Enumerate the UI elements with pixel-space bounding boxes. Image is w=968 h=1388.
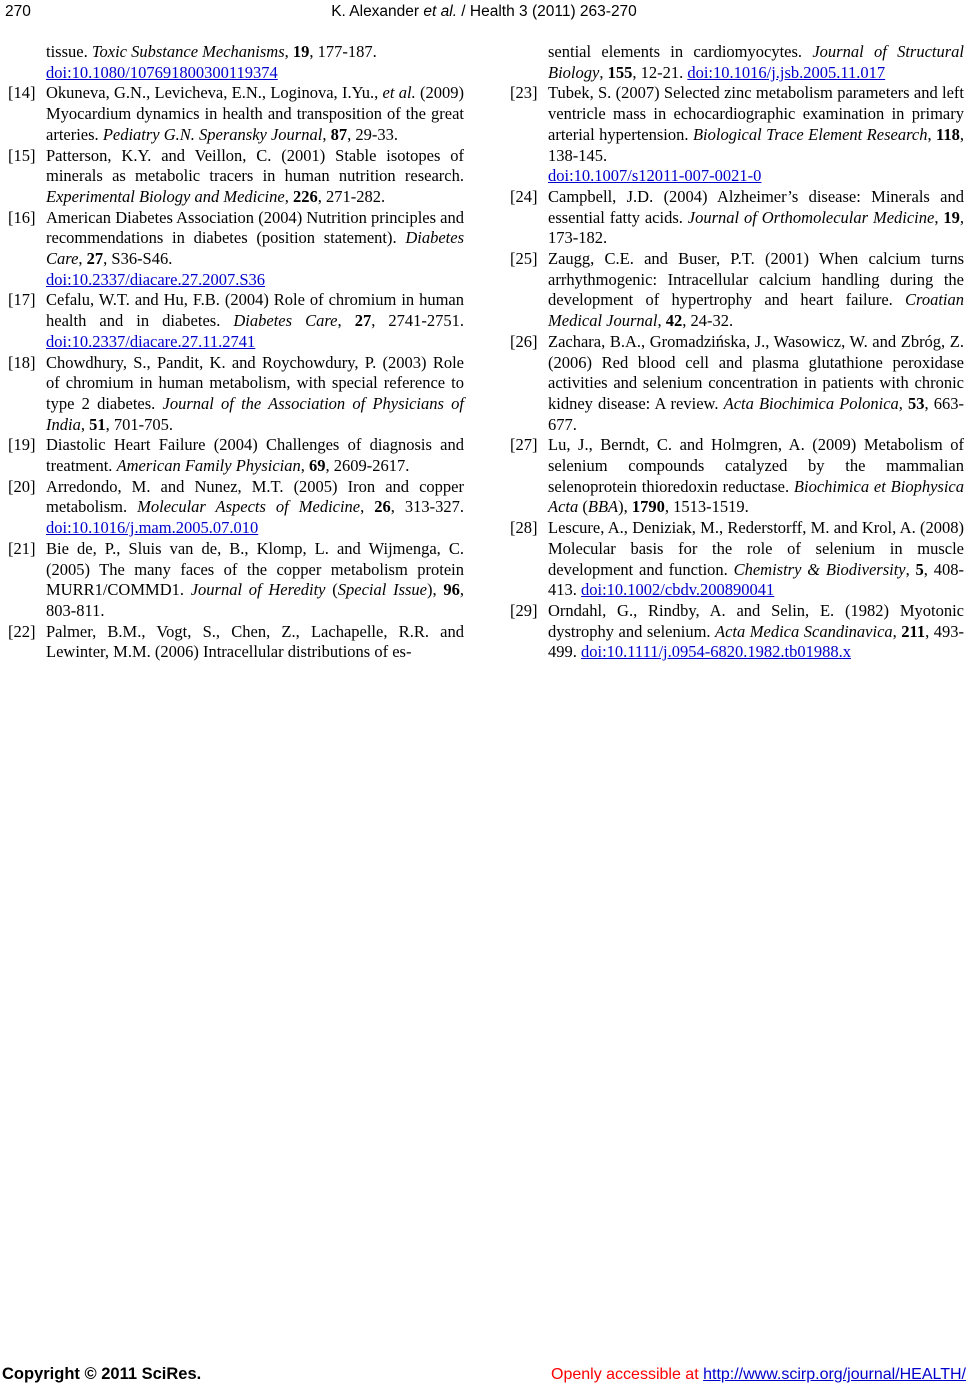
copyright-text: Copyright © 2011 SciRes. <box>2 1365 202 1383</box>
text-segment: 19 <box>943 207 960 227</box>
text-segment: Lu, J., Berndt, C. and Holmgren, A. (2009) Metabolism of selenium compounds catalyzed by the mammalian selenoprotein thioredoxin reductase. <box>548 435 964 496</box>
text-segment: , <box>892 621 902 641</box>
text-segment: Tubek, S. (2007) Selected zinc metabolism parameters and left ventricle mass in echocardiographic examination in primary arterial hypertension. <box>548 83 964 144</box>
reference-text <box>46 435 464 476</box>
text-segment: 96 <box>443 580 460 600</box>
reference-item <box>510 435 964 518</box>
text-segment: , 2741-2751. <box>371 311 464 331</box>
text-segment: Journal of Orthomolecular Medicine <box>687 207 935 227</box>
text-segment: Diastolic Heart Failure (2004) Challenges of diagnosis and treatment. <box>46 435 464 476</box>
reference-item <box>510 518 964 601</box>
reference-label: [19] <box>8 435 36 455</box>
text-segment: , <box>360 497 375 517</box>
running-title <box>5 2 963 21</box>
text-segment: ), <box>618 497 632 517</box>
doi-link[interactable]: doi:10.2337/diacare.27.11.2741 <box>46 331 256 351</box>
text-segment: , 24-32. <box>682 311 734 331</box>
reference-text <box>46 622 464 663</box>
reference-text <box>548 42 964 83</box>
reference-continuation <box>510 42 964 83</box>
reference-item <box>8 208 464 291</box>
text-segment: Experimental Biology and Medicine <box>46 186 285 206</box>
text-segment: sential elements in cardiomyocytes. <box>548 42 813 61</box>
references-column-left <box>8 42 464 663</box>
reference-text <box>46 539 464 622</box>
reference-item <box>510 83 964 187</box>
reference-text <box>548 187 964 249</box>
reference-item <box>8 83 464 145</box>
text-segment: ), <box>427 580 444 600</box>
text-segment: 27 <box>354 311 372 331</box>
text-segment: Biological Trace Element Research <box>692 124 928 144</box>
text-segment: Patterson, K.Y. and Veillon, C. (2001) Stable isotopes of minerals as metabolic tracers in human nutrition research. <box>46 145 464 186</box>
reference-label: [16] <box>8 207 36 227</box>
text-segment: , <box>337 311 355 331</box>
text-segment: 87 <box>330 124 348 144</box>
reference-text <box>46 208 464 291</box>
reference-item <box>510 601 964 663</box>
doi-link[interactable]: doi:10.1080/107691800300119374 <box>46 62 278 82</box>
text-segment: 5 <box>915 559 924 579</box>
reference-text <box>46 42 464 83</box>
text-segment: , S36-S46. <box>103 249 173 269</box>
reference-text <box>46 83 464 145</box>
doi-link[interactable]: doi:10.2337/diacare.27.2007.S36 <box>46 269 266 289</box>
text-segment: , 138-145. <box>548 124 965 165</box>
text-segment: Okuneva, G.N., Levicheva, E.N., Loginova, I.Yu., <box>46 83 383 103</box>
text-segment: Arredondo, M. and Nunez, M.T. (2005) Iron and copper metabolism. <box>46 476 464 517</box>
text-segment: et al. <box>382 83 416 103</box>
text-segment: , 701-705. <box>105 414 173 434</box>
text-segment: , <box>78 249 87 269</box>
reference-item <box>510 187 964 249</box>
reference-text <box>46 477 464 539</box>
text-segment: , 313-327. <box>390 497 464 517</box>
text-segment: 53 <box>908 393 925 413</box>
reference-label: [29] <box>510 600 538 620</box>
text-segment: 211 <box>901 621 926 641</box>
text-segment: , <box>80 414 90 434</box>
text-segment: , <box>898 393 909 413</box>
reference-label: [25] <box>510 249 538 269</box>
text-segment: Pediatry G.N. Speransky Journal <box>102 124 323 144</box>
text-segment: 27 <box>86 249 104 269</box>
text-segment: , <box>905 559 916 579</box>
reference-label: [27] <box>510 435 538 455</box>
reference-text <box>46 146 464 208</box>
text-segment: BBA <box>587 497 619 517</box>
text-segment: , <box>322 124 331 144</box>
text-segment: , 271-282. <box>317 186 386 206</box>
text-segment: / Health 3 (2011) 263-270 <box>457 3 637 20</box>
text-segment: Zachara, B.A., Gromadzińska, J., Wasowicz, W. and Zbróg, Z. (2006) Red blood cell and plasma glutathione peroxidase activities and selenium concentration in patients with chronic kidney disease: A review. <box>548 331 964 413</box>
page-number: 270 <box>5 3 31 20</box>
text-segment: , <box>300 456 310 476</box>
access-note <box>551 1365 966 1385</box>
reference-text <box>548 601 964 663</box>
references-column-right <box>510 42 964 663</box>
text-segment: Diabetes Care <box>46 228 464 269</box>
text-segment: Chowdhury, S., Pandit, K. and Roychowdury, P. (2003) Role of chromium in human metabolism, with special reference to type 2 diabetes. <box>46 352 464 413</box>
text-segment: (2009) Myocardium dynamics in health and transposition of the great arteries. <box>46 83 464 144</box>
text-segment: 118 <box>936 124 960 144</box>
text-segment: , 408-413. <box>548 559 964 600</box>
text-segment: , 493-499. <box>548 621 964 662</box>
text-segment: Journal of Structural Biology <box>548 42 964 82</box>
text-segment: Campbell, J.D. (2004) Alzheimer’s disease: Minerals and essential fatty acids. <box>548 186 964 227</box>
reference-item <box>8 353 464 436</box>
reference-text <box>46 353 464 436</box>
reference-item <box>8 539 464 622</box>
access-label: Openly accessible at <box>551 1366 704 1383</box>
text-segment: tissue. <box>46 42 92 61</box>
text-segment: , 663-677. <box>548 393 964 434</box>
text-segment: 42 <box>665 311 683 331</box>
text-segment: , 803-811. <box>46 580 464 620</box>
page-footer <box>2 1364 966 1385</box>
text-segment: Zaugg, C.E. and Buser, P.T. (2001) When calcium turns arrhythmogenic: Intracellular calcium handling during the development of hypertrophy and heart failure. <box>548 249 964 310</box>
text-segment: Journal of Heredity <box>190 580 326 600</box>
text-segment: American Diabetes Association (2004) Nutrition principles and recommendations in diabetes (position statement). <box>46 207 464 248</box>
text-segment: Lescure, A., Deniziak, M., Rederstorff, M. and Krol, A. (2008) Molecular basis for the role of selenium in muscle development and function. <box>548 518 964 579</box>
doi-link[interactable]: doi:10.1007/s12011-007-0021-0 <box>548 166 762 186</box>
reference-item <box>8 622 464 663</box>
text-segment: Diabetes Care <box>233 311 338 331</box>
text-segment: Molecular Aspects of Medicine <box>137 497 361 517</box>
doi-link[interactable]: doi:10.1002/cbdv.200890041 <box>581 580 775 600</box>
text-segment: Bie de, P., Sluis van de, B., Klomp, L. and Wijmenga, C. (2005) The many faces of the copper metabolism protein MURR1/COMMD1. <box>46 538 464 600</box>
text-segment: , <box>657 311 666 331</box>
reference-label: [18] <box>8 352 36 372</box>
text-segment: Biochimica et Biophysica Acta <box>548 476 964 517</box>
text-segment: , 173-182. <box>548 207 964 248</box>
reference-text <box>548 332 964 436</box>
text-segment: ( <box>578 497 588 517</box>
reference-label: [28] <box>510 518 538 538</box>
text-segment: 19 <box>292 42 310 61</box>
reference-item <box>8 477 464 539</box>
text-segment: , <box>284 42 293 61</box>
text-segment: , <box>599 62 608 82</box>
reference-text <box>548 518 964 601</box>
references-section <box>8 42 964 663</box>
text-segment: Journal of the Association of Physicians of India <box>46 393 464 434</box>
reference-item <box>510 332 964 436</box>
text-segment: et al. <box>423 3 457 20</box>
text-segment: K. Alexander <box>331 3 424 20</box>
text-segment: ( <box>325 580 338 600</box>
reference-item <box>8 435 464 476</box>
reference-label: [26] <box>510 331 538 351</box>
reference-label: [21] <box>8 538 36 558</box>
reference-label: [15] <box>8 145 36 165</box>
reference-text <box>548 83 964 187</box>
text-segment: 226 <box>292 186 318 206</box>
journal-link[interactable]: http://www.scirp.org/journal/HEALTH/ <box>703 1366 966 1383</box>
text-segment: Orndahl, G., Rindby, A. and Selin, E. (1982) Myotonic dystrophy and selenium. <box>548 600 964 641</box>
reference-label: [17] <box>8 290 36 310</box>
text-segment: Cefalu, W.T. and Hu, F.B. (2004) Role of chromium in human health and in diabetes. <box>46 290 464 331</box>
text-segment: , 177-187. <box>309 42 377 61</box>
reference-label: [22] <box>8 621 36 641</box>
text-segment: , <box>927 124 937 144</box>
reference-label: [23] <box>510 83 538 103</box>
text-segment: 51 <box>89 414 106 434</box>
text-segment: 26 <box>374 497 391 517</box>
text-segment: , 12-21. <box>632 62 688 82</box>
text-segment: Croatian Medical Journal <box>548 290 964 331</box>
text-segment: American Family Physician <box>116 456 301 476</box>
reference-text <box>548 435 964 518</box>
text-segment: , 1513-1519. <box>664 497 749 517</box>
doi-link[interactable]: doi:10.1016/j.mam.2005.07.010 <box>46 518 259 538</box>
reference-label: [14] <box>8 83 36 103</box>
text-segment: Acta Biochimica Polonica <box>723 393 899 413</box>
text-segment: 1790 <box>631 497 665 517</box>
text-segment: , 2609-2617. <box>325 456 410 476</box>
reference-label: [24] <box>510 186 538 206</box>
page-header <box>5 2 963 21</box>
reference-continuation <box>8 42 464 83</box>
reference-label: [20] <box>8 476 36 496</box>
reference-item <box>8 146 464 208</box>
reference-item <box>8 290 464 352</box>
doi-link[interactable]: doi:10.1111/j.0954-6820.1982.tb01988.x <box>581 642 851 662</box>
reference-item <box>510 249 964 332</box>
text-segment: , 29-33. <box>347 124 398 144</box>
text-segment: , <box>284 186 293 206</box>
text-segment: Special Issue <box>337 580 427 600</box>
text-segment: 69 <box>309 456 326 476</box>
reference-text <box>46 290 464 352</box>
text-segment: Palmer, B.M., Vogt, S., Chen, Z., Lachapelle, R.R. and Lewinter, M.M. (2006) Intracellular distributions of es- <box>46 621 464 662</box>
doi-link[interactable]: doi:10.1016/j.jsb.2005.11.017 <box>687 62 886 82</box>
text-segment: Chemistry & Biodiversity <box>733 559 906 579</box>
text-segment: Toxic Substance Mechanisms <box>91 42 285 61</box>
text-segment: , <box>934 207 944 227</box>
reference-text <box>548 249 964 332</box>
text-segment: 155 <box>607 62 633 82</box>
text-segment: Acta Medica Scandinavica <box>715 621 893 641</box>
